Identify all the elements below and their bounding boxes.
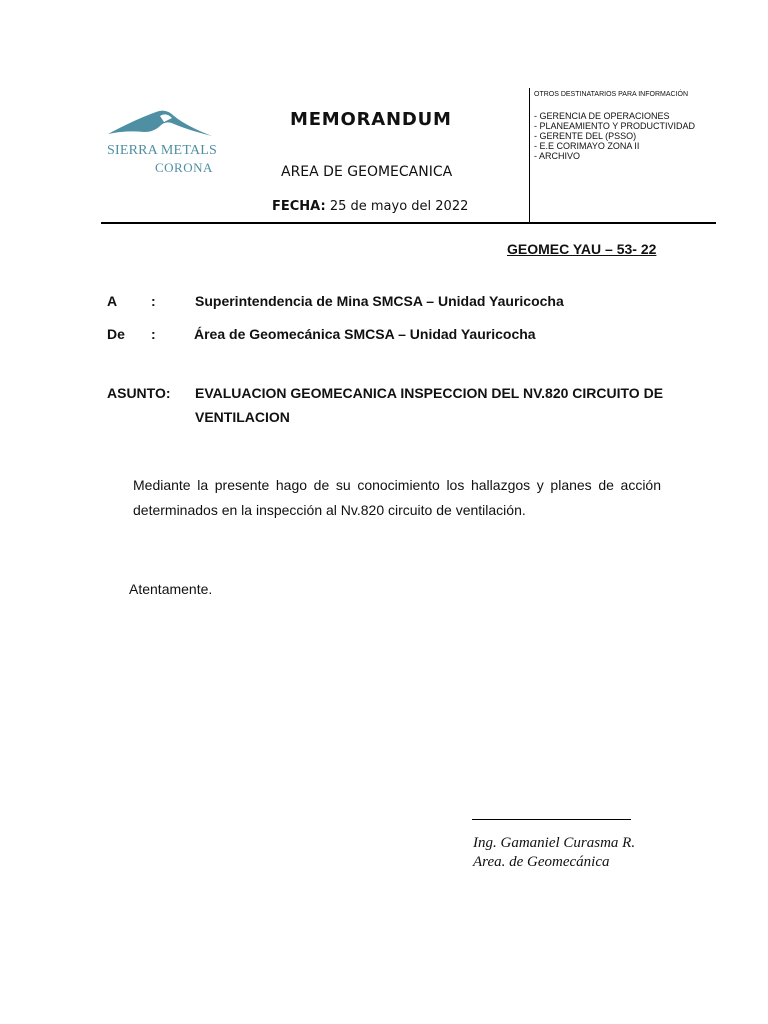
distribution-item: - ARCHIVO (534, 151, 581, 161)
to-separator: : (151, 293, 156, 309)
from-label: De (107, 326, 125, 342)
signer-department: Area. de Geomecánica (473, 854, 610, 870)
subject-label: ASUNTO: (107, 385, 171, 401)
distribution-item: - GERENCIA DE OPERACIONES (534, 111, 670, 121)
distribution-list (534, 111, 695, 161)
distribution-title: OTROS DESTINATARIOS PARA INFORMACIÓN (534, 91, 689, 98)
date-label: FECHA: (272, 199, 326, 214)
signature-line (472, 819, 631, 820)
memo-body: Mediante la presente hago de su conocimiento los hallazgos y planes de acción determinados en la inspección al Nv.820 circuito de ventilación. (133, 477, 661, 518)
logo-unit-name: CORONA (155, 160, 213, 175)
closing: Atentamente. (129, 581, 213, 597)
header-divider-vertical (529, 88, 530, 222)
memo-title: MEMORANDUM (290, 109, 452, 130)
signature-block (473, 834, 635, 872)
to-label: A (107, 293, 118, 309)
from-separator: : (151, 326, 156, 342)
department-area: AREA DE GEOMECANICA (281, 164, 453, 180)
memo-date (272, 199, 468, 214)
from-sender: Área de Geomecánica SMCSA – Unidad Yauricocha (194, 326, 536, 342)
subject-text: EVALUACION GEOMECANICA INSPECCION DEL NV.820 CIRCUITO DE VENTILACION (195, 385, 664, 425)
logo-company-name: SIERRA METALS (107, 143, 217, 158)
memo-reference: GEOMEC YAU – 53- 22 (507, 241, 657, 257)
date-value: 25 de mayo del 2022 (329, 199, 469, 214)
distribution-item: - E.E CORIMAYO ZONA II (534, 141, 640, 151)
to-recipient: Superintendencia de Mina SMCSA – Unidad Yauricocha (195, 293, 564, 309)
signer-name: Ing. Gamaniel Curasma R. (473, 835, 636, 851)
distribution-item: - PLANEAMIENTO Y PRODUCTIVIDAD (534, 121, 696, 131)
header-divider-horizontal (101, 222, 716, 224)
distribution-item: - GERENTE DEL (PSSO) (534, 131, 637, 141)
